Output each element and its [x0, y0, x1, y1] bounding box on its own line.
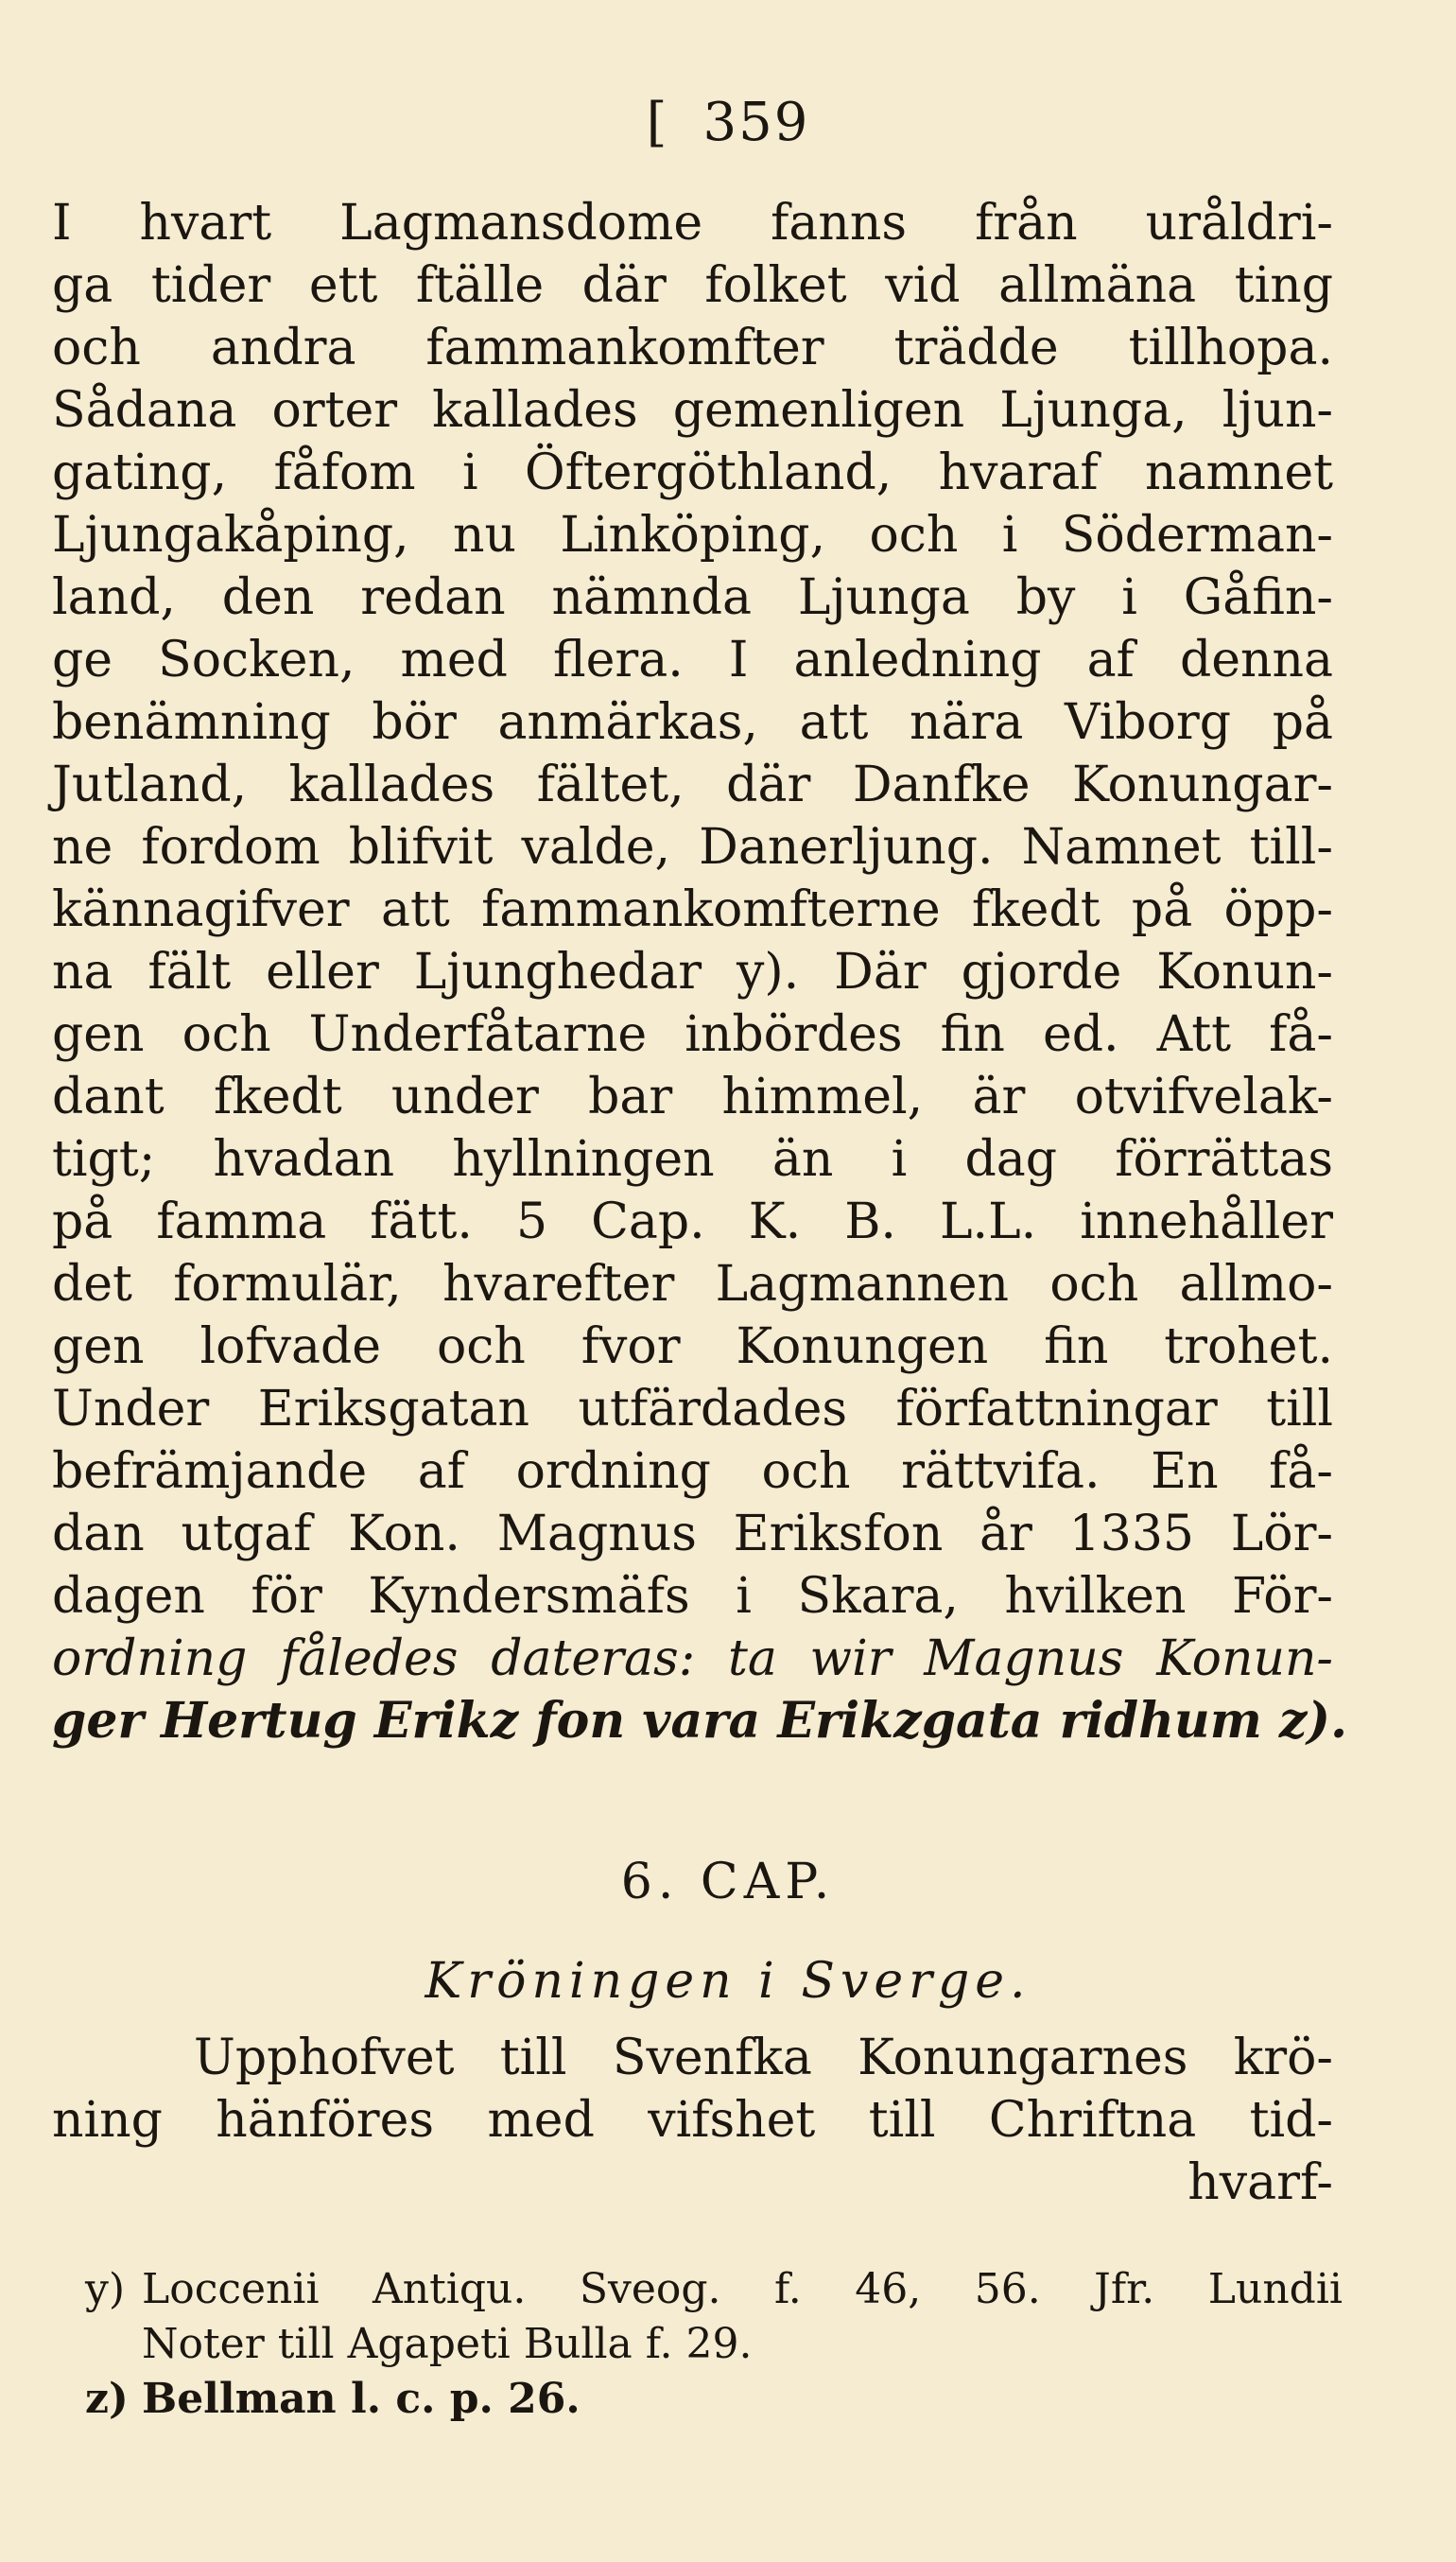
text-line: Jutland, kallades fältet, där Danfke Konungar- [52, 757, 1333, 813]
chapter-text-line: Upphofvet till Svenfka Konungarnes krö- [194, 2030, 1333, 2086]
catchword: hvarf- [1187, 2154, 1333, 2211]
footnote-y-continued: Noter till Agapeti Bulla f. 29. [142, 2320, 753, 2368]
footnote-text: Bellman l. c. p. 26. [142, 2375, 581, 2423]
footnote-mark: y) [85, 2265, 126, 2313]
footnote-text: Loccenii Antiqu. Sveog. f. 46, 56. Jfr. Lundii [142, 2265, 1343, 2313]
text-line: ge Socken, med flera. I anledning af denna [52, 632, 1333, 688]
text-line: dagen för Kyndersmäfs i Skara, hvilken För- [52, 1568, 1333, 1625]
text-line: gen och Underfåtarne inbördes fin ed. Att få- [52, 1006, 1333, 1063]
page-number: 359 [702, 92, 810, 153]
text-line: befrämjande af ordning och rättvifa. En få- [52, 1443, 1333, 1500]
text-line: dant fkedt under bar himmel, är otvifvelak- [52, 1069, 1333, 1125]
text-line: Ljungakåping, nu Linköping, och i Söderman- [52, 507, 1333, 564]
text-line: kännagifver att fammankomfterne fkedt på öpp- [52, 881, 1333, 938]
text-line: på famma fätt. 5 Cap. K. B. L.L. innehåller [52, 1194, 1333, 1250]
text-line: tigt; hvadan hyllningen än i dag förrättas [52, 1131, 1333, 1188]
text-line: och andra fammankomfter trädde tillhopa. [52, 320, 1333, 376]
text-line: I hvart Lagmansdome fanns från uråldri- [52, 195, 1333, 252]
chapter-text-line: ning hänföres med vifshet till Chriftna tid- [52, 2092, 1333, 2149]
text-line: na fält eller Ljunghedar y). Där gjorde Konun- [52, 944, 1333, 1001]
text-line: Under Eriksgatan utfärdades författningar till [52, 1381, 1333, 1438]
footnote-z [85, 2373, 1343, 2426]
text-line: land, den redan nämnda Ljunga by i Gåfin- [52, 569, 1333, 626]
text-line: ga tider ett ftälle där folket vid allmäna ting [52, 257, 1333, 314]
text-line: gen lofvade och fvor Konungen fin trohet. [52, 1318, 1333, 1375]
chapter-heading: 6. CAP. [620, 1854, 836, 1910]
text-line: det formulär, hvarefter Lagmannen och allmo- [52, 1256, 1333, 1313]
text-line: Sådana orter kallades gemenligen Ljunga, ljun- [52, 382, 1333, 439]
text-line: benämning bör anmärkas, att nära Viborg på [52, 694, 1333, 751]
text-line: dan utgaf Kon. Magnus Eriksfon år 1335 Lör- [52, 1506, 1333, 1562]
footnote-y [85, 2263, 1343, 2316]
page-header [0, 90, 1456, 156]
text-line: ordning fåledes dateras: ta wir Magnus Konun- [52, 1630, 1333, 1687]
text-line: ger Hertug Erikz fon vara Erikzgata ridhum z). [52, 1692, 1348, 1750]
header-bracket: [ [646, 92, 669, 153]
text-line: ne fordom blifvit valde, Danerljung. Namnet till- [52, 819, 1333, 876]
text-line: gating, fåfom i Öftergöthland, hvaraf namnet [52, 444, 1333, 501]
chapter-title: Kröningen i Sverge. [425, 1953, 1031, 2010]
footnote-mark: z) [85, 2375, 129, 2423]
